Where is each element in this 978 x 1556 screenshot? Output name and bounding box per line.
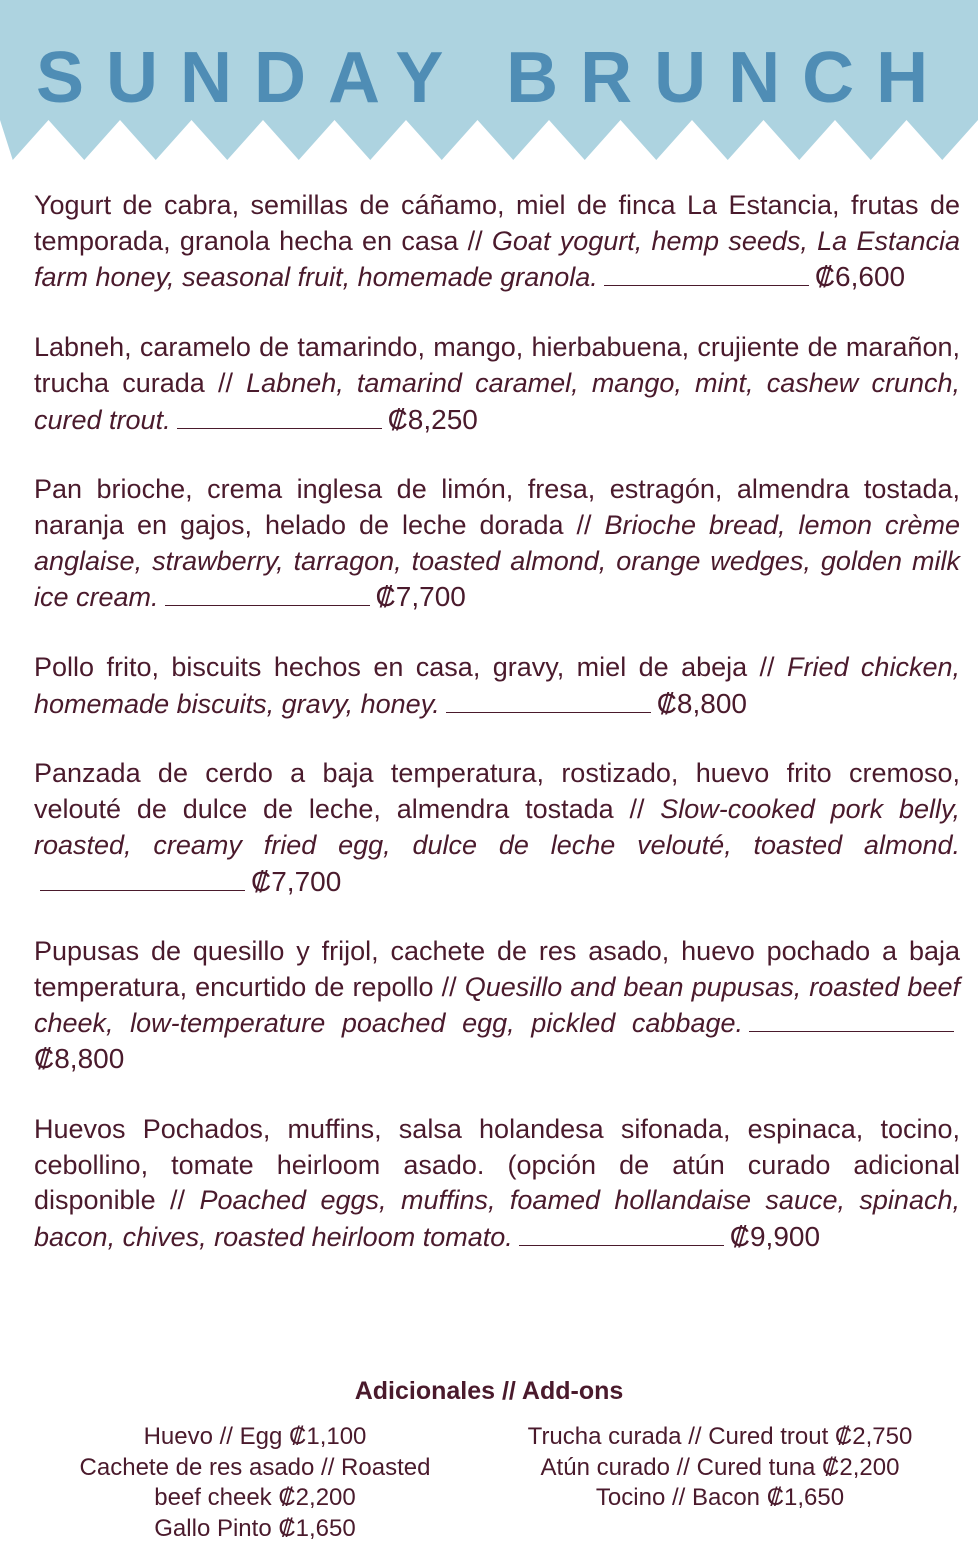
item-description-en: Fried chicken, homemade biscuits, gravy, honey. bbox=[34, 652, 960, 719]
item-price: ₡7,700 bbox=[375, 581, 466, 613]
item-description-es: Labneh, caramelo de tamarindo, mango, hierbabuena, crujiente de marañon, trucha curada // bbox=[34, 332, 960, 398]
item-description-es: Pan brioche, crema inglesa de limón, fresa, estragón, almendra tostada, naranja en gajos, helado de leche dorada // bbox=[34, 474, 960, 540]
addon-line: Trucha curada // Cured trout ₡2,750 bbox=[527, 1423, 913, 1450]
item-description-en: Quesillo and bean pupusas, roasted beef cheek, low-temperature poached egg, pickled cabbage. bbox=[34, 971, 960, 1038]
price-leader-line bbox=[519, 1244, 724, 1246]
menu-item bbox=[34, 650, 960, 722]
menu-item bbox=[34, 188, 960, 296]
item-price: ₡9,900 bbox=[729, 1221, 821, 1253]
price-leader-line bbox=[446, 711, 651, 713]
item-price: ₡8,800 bbox=[34, 1043, 125, 1075]
menu-title: SUNDAY BRUNCH bbox=[36, 38, 951, 118]
item-price: ₡6,600 bbox=[814, 261, 906, 293]
item-description-en: Brioche bread, lemon crème anglaise, strawberry, tarragon, toasted almond, orange wedges, golden milk ice cream. bbox=[34, 509, 960, 613]
addon-line: beef cheek ₡2,200 bbox=[154, 1484, 356, 1511]
addon-line: Huevo // Egg ₡1,100 bbox=[143, 1423, 367, 1450]
addons-right-column bbox=[495, 1422, 945, 1514]
addon-line: Gallo Pinto ₡1,650 bbox=[154, 1514, 356, 1542]
item-description-es: Yogurt de cabra, semillas de cáñamo, miel de finca La Estancia, frutas de temporada, granola hecha en casa // bbox=[34, 190, 960, 256]
menu-item bbox=[34, 756, 960, 900]
addon-line: Cachete de res asado // Roasted bbox=[79, 1453, 431, 1481]
item-description-es: Panzada de cerdo a baja temperatura, rostizado, huevo frito cremoso, velouté de dulce de leche, almendra tostada // bbox=[34, 758, 960, 825]
item-description-en: Labneh, tamarind caramel, mango, mint, cashew crunch, cured trout. bbox=[34, 367, 960, 435]
addons-title: Adicionales // Add-ons bbox=[354, 1377, 624, 1405]
item-price: ₡8,250 bbox=[387, 403, 478, 435]
addon-line: Atún curado // Cured tuna ₡2,200 bbox=[540, 1453, 900, 1481]
menu-item bbox=[34, 934, 960, 1078]
item-description-es: Pollo frito, biscuits hechos en casa, gravy, miel de abeja // bbox=[34, 652, 775, 683]
menu-items bbox=[34, 188, 960, 1290]
addons-section bbox=[0, 1374, 978, 1542]
item-price: ₡8,800 bbox=[656, 687, 747, 719]
menu-item bbox=[34, 1112, 960, 1256]
addons-left-column bbox=[40, 1422, 470, 1544]
addon-line: Tocino // Bacon ₡1,650 bbox=[595, 1484, 845, 1511]
menu-item bbox=[34, 330, 960, 438]
header-banner bbox=[0, 0, 978, 165]
item-description-en: Goat yogurt, hemp seeds, La Estancia farm honey, seasonal fruit, homemade granola. bbox=[34, 225, 960, 293]
item-price: ₡7,700 bbox=[251, 865, 342, 897]
item-description-en: Slow-cooked pork belly, roasted, creamy fried egg, dulce de leche velouté, toasted almond. bbox=[34, 794, 960, 860]
item-description-es: Pupusas de quesillo y frijol, cachete de res asado, huevo pochado a baja temperatura, encurtido de repollo // bbox=[34, 936, 960, 1002]
price-leader-line bbox=[165, 604, 370, 606]
item-description-es: Huevos Pochados, muffins, salsa holandesa sifonada, espinaca, tocino, cebollino, tomate heirloom asado. (opción de atún curado adicional disponible // bbox=[34, 1114, 960, 1216]
menu-item bbox=[34, 472, 960, 616]
price-leader-line bbox=[40, 889, 245, 891]
price-leader-line bbox=[177, 427, 382, 429]
price-leader-line bbox=[749, 1030, 954, 1032]
item-description-en: Poached eggs, muffins, foamed hollandaise sauce, spinach, bacon, chives, roasted heirloom tomato. bbox=[34, 1185, 960, 1253]
price-leader-line bbox=[604, 284, 809, 286]
